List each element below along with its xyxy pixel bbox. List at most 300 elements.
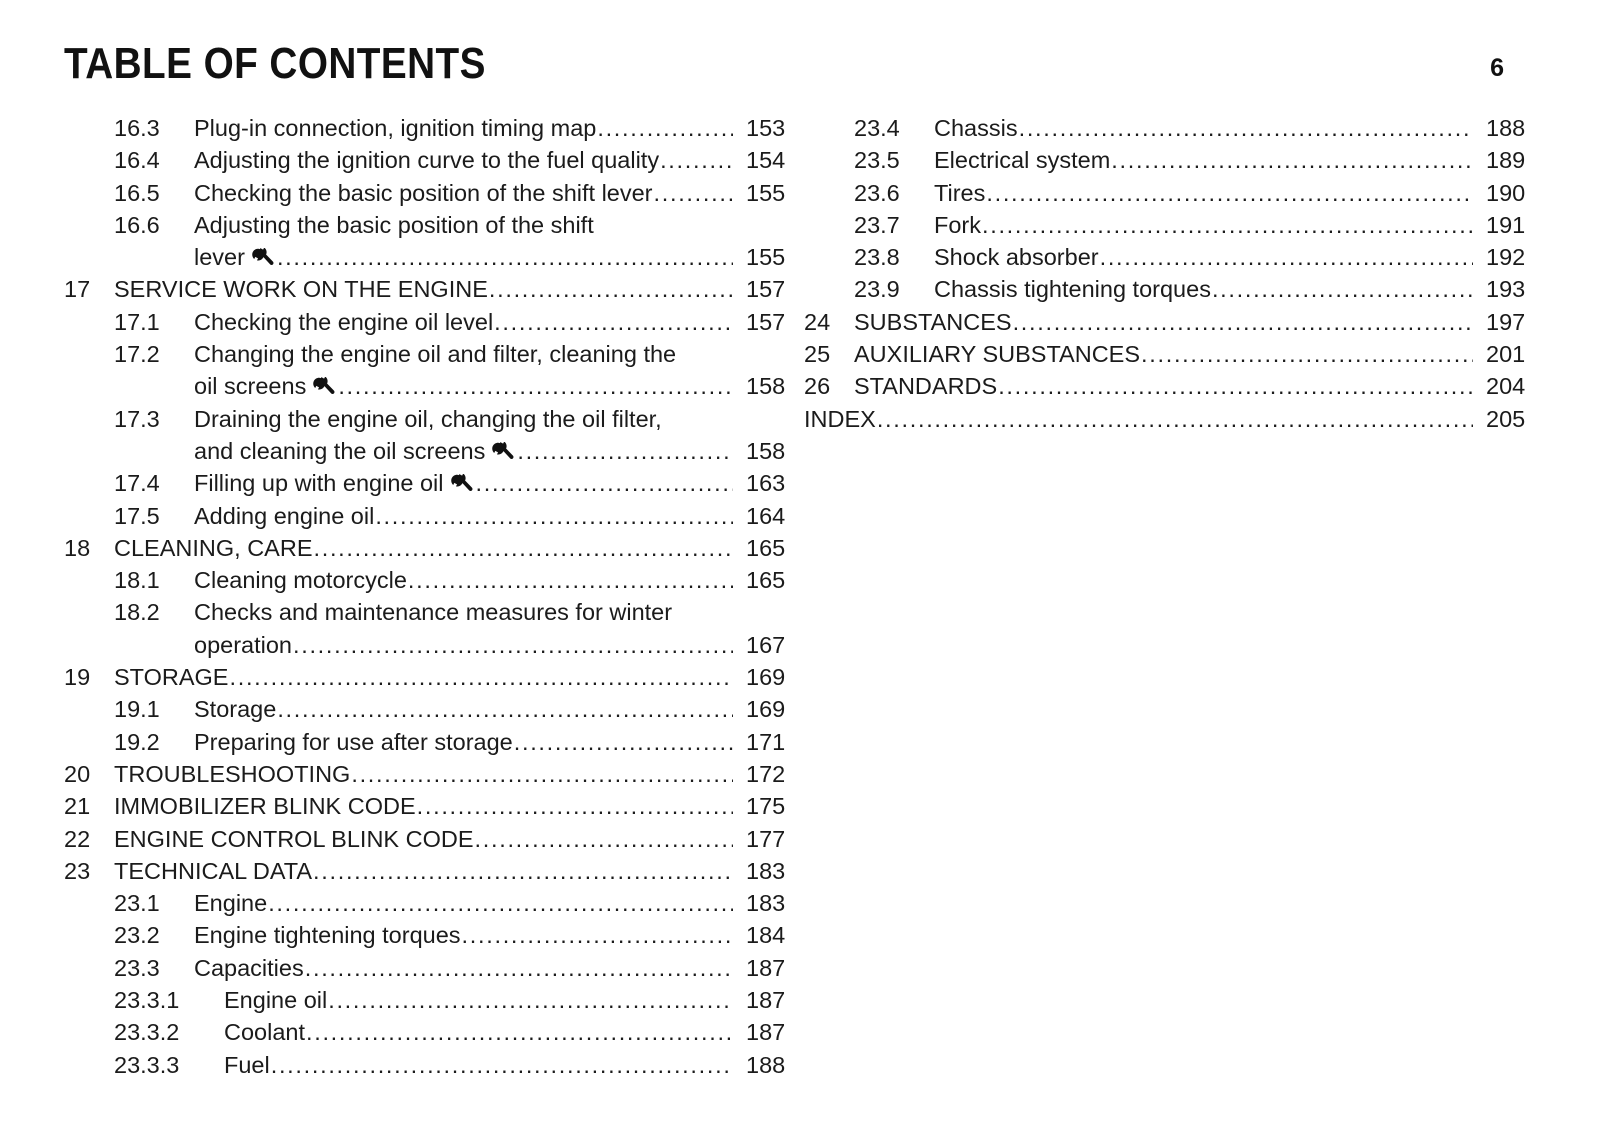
entry-title-wrap bbox=[114, 790, 804, 822]
entry-page-number: 187 bbox=[746, 1019, 786, 1046]
dot-leader bbox=[494, 306, 733, 338]
dot-leader bbox=[475, 823, 733, 855]
entry-title-line bbox=[194, 564, 804, 596]
entry-body bbox=[194, 887, 804, 919]
entry-title-line bbox=[194, 952, 804, 984]
entry-body bbox=[224, 1016, 804, 1048]
entry-number: 18.2 bbox=[114, 599, 160, 626]
toc-entry[interactable] bbox=[64, 1049, 804, 1081]
entry-body bbox=[114, 758, 804, 790]
entry-title-wrap bbox=[194, 693, 804, 725]
entry-title-line-continued bbox=[194, 241, 804, 273]
entry-page-number: 153 bbox=[746, 115, 786, 141]
entry-page-number: 188 bbox=[1486, 115, 1526, 141]
entry-title: STANDARDS bbox=[854, 373, 998, 400]
page-number: 6 bbox=[1490, 54, 1504, 82]
entry-title-wrap bbox=[194, 306, 804, 338]
entry-title-line bbox=[194, 467, 804, 499]
entry-number: 23.3.3 bbox=[114, 1051, 180, 1078]
entry-title: Fork bbox=[934, 211, 981, 238]
entry-page-number: 201 bbox=[1486, 341, 1526, 368]
entry-page-number: 167 bbox=[746, 631, 786, 658]
toc-entry[interactable] bbox=[64, 532, 804, 564]
entry-title-line bbox=[854, 370, 1544, 402]
dot-leader bbox=[417, 790, 733, 822]
entry-title: Fuel bbox=[224, 1051, 270, 1078]
entry-page-number: 189 bbox=[1486, 147, 1526, 174]
dot-leader bbox=[476, 467, 733, 499]
dot-leader bbox=[877, 403, 1473, 435]
entry-title-wrap bbox=[224, 1049, 804, 1081]
entry-title-line bbox=[934, 144, 1544, 176]
toc-entry[interactable] bbox=[64, 726, 804, 758]
toc-entry[interactable] bbox=[804, 144, 1544, 176]
entry-page-number: 197 bbox=[1486, 308, 1526, 335]
entry-title-continued: and cleaning the oil screens bbox=[194, 437, 486, 464]
entry-page-number: 190 bbox=[1486, 179, 1526, 206]
entry-number: 16.4 bbox=[114, 147, 160, 174]
entry-title: ENGINE CONTROL BLINK CODE bbox=[114, 825, 474, 852]
entry-body bbox=[114, 273, 804, 305]
entry-body bbox=[194, 467, 804, 499]
entry-number: 16.6 bbox=[114, 211, 160, 238]
entry-number: 23 bbox=[64, 857, 91, 884]
entry-title-wrap bbox=[224, 1016, 804, 1048]
entry-title: Adjusting the ignition curve to the fuel quality bbox=[194, 147, 660, 174]
entry-title: SERVICE WORK ON THE ENGINE bbox=[114, 276, 488, 303]
entry-title-wrap bbox=[934, 112, 1544, 144]
entry-number: 19.2 bbox=[114, 728, 160, 755]
toc-entry[interactable] bbox=[804, 338, 1544, 370]
entry-page-number: 175 bbox=[746, 793, 786, 820]
entry-number: 23.6 bbox=[854, 179, 900, 206]
entry-title-line bbox=[934, 241, 1544, 273]
entry-title-line bbox=[804, 403, 1544, 435]
dot-leader bbox=[489, 273, 733, 305]
entry-title-line bbox=[114, 661, 804, 693]
entry-number: 23.3.1 bbox=[114, 987, 180, 1014]
entry-body bbox=[194, 919, 804, 951]
dot-leader bbox=[277, 693, 733, 725]
entry-body bbox=[194, 209, 804, 274]
page-title: TABLE OF CONTENTS bbox=[64, 39, 486, 88]
entry-number: 17 bbox=[64, 276, 91, 303]
entry-title-wrap bbox=[934, 177, 1544, 209]
toc-entry[interactable] bbox=[64, 952, 804, 984]
entry-page-number: 183 bbox=[746, 890, 786, 917]
entry-number: 19.1 bbox=[114, 696, 160, 723]
toc-entry[interactable] bbox=[64, 1016, 804, 1048]
entry-page-number: 193 bbox=[1486, 276, 1526, 303]
entry-body bbox=[194, 338, 804, 403]
entry-body bbox=[194, 596, 804, 661]
wrench-icon bbox=[451, 474, 473, 493]
toc-entry[interactable] bbox=[64, 887, 804, 919]
toc-entry[interactable] bbox=[64, 500, 804, 532]
dot-leader bbox=[654, 177, 733, 209]
entry-title-wrap bbox=[224, 984, 804, 1016]
entry-title: Checking the engine oil level bbox=[194, 308, 494, 335]
entry-title: Adjusting the basic position of the shift bbox=[194, 211, 594, 238]
toc-entry[interactable] bbox=[64, 758, 804, 790]
entry-title: INDEX bbox=[804, 405, 876, 432]
entry-title-wrap bbox=[934, 241, 1544, 273]
entry-page-number: 163 bbox=[746, 470, 786, 497]
toc-entry[interactable] bbox=[64, 306, 804, 338]
entry-title: Preparing for use after storage bbox=[194, 728, 513, 755]
entry-page-number: 165 bbox=[746, 567, 786, 594]
dot-leader bbox=[462, 919, 733, 951]
toc-entry[interactable] bbox=[64, 693, 804, 725]
toc-entry[interactable] bbox=[804, 209, 1544, 241]
toc-entry[interactable] bbox=[804, 177, 1544, 209]
entry-title-line bbox=[114, 855, 804, 887]
entry-title: SUBSTANCES bbox=[854, 308, 1012, 335]
entry-title: TECHNICAL DATA bbox=[114, 857, 313, 884]
entry-number: 23.1 bbox=[114, 890, 160, 917]
entry-title-continued: operation bbox=[194, 631, 292, 658]
entry-title-line bbox=[934, 273, 1544, 305]
entry-title-line bbox=[194, 338, 804, 370]
dot-leader bbox=[517, 435, 733, 467]
entry-title-wrap bbox=[114, 855, 804, 887]
entry-title-line bbox=[114, 532, 804, 564]
entry-title-wrap bbox=[934, 209, 1544, 241]
entry-title-line-continued bbox=[194, 629, 804, 661]
entry-title-wrap bbox=[194, 500, 804, 532]
dot-leader bbox=[313, 855, 733, 887]
entry-number: 23.3.2 bbox=[114, 1019, 180, 1046]
entry-body bbox=[194, 564, 804, 596]
entry-title-line bbox=[194, 403, 804, 435]
entry-number: 16.5 bbox=[114, 179, 160, 206]
entry-page-number: 154 bbox=[746, 147, 786, 174]
toc-column-right bbox=[804, 112, 1544, 435]
entry-page-number: 158 bbox=[746, 373, 786, 400]
entry-title-wrap bbox=[114, 661, 804, 693]
entry-title-wrap bbox=[804, 403, 1544, 435]
entry-title: Changing the engine oil and filter, cleaning the bbox=[194, 341, 677, 368]
entry-title-wrap bbox=[194, 952, 804, 984]
entry-title-line bbox=[224, 984, 804, 1016]
dot-leader bbox=[1212, 273, 1473, 305]
entry-body bbox=[114, 661, 804, 693]
entry-title-wrap bbox=[114, 532, 804, 564]
dot-leader bbox=[293, 629, 733, 661]
entry-title-line bbox=[114, 790, 804, 822]
toc-entry[interactable] bbox=[64, 273, 804, 305]
toc-entry[interactable] bbox=[804, 370, 1544, 402]
entry-title: Engine oil bbox=[224, 987, 328, 1014]
dot-leader bbox=[271, 1049, 733, 1081]
entry-title-line bbox=[854, 306, 1544, 338]
entry-title-line bbox=[114, 758, 804, 790]
entry-body bbox=[854, 338, 1544, 370]
entry-body bbox=[854, 306, 1544, 338]
entry-page-number: 188 bbox=[746, 1051, 786, 1078]
entry-title: Coolant bbox=[224, 1019, 305, 1046]
toc-entry[interactable] bbox=[804, 403, 1544, 435]
entry-number: 21 bbox=[64, 793, 91, 820]
toc-entry[interactable] bbox=[64, 661, 804, 693]
toc-entry[interactable] bbox=[64, 177, 804, 209]
entry-number: 17.4 bbox=[114, 470, 160, 497]
dot-leader bbox=[229, 661, 733, 693]
entry-title-line bbox=[114, 823, 804, 855]
toc-column-left bbox=[64, 112, 804, 1081]
entry-body bbox=[114, 532, 804, 564]
dot-leader bbox=[305, 952, 733, 984]
entry-number: 23.4 bbox=[854, 115, 900, 141]
dot-leader bbox=[408, 564, 733, 596]
entry-page-number: 177 bbox=[746, 825, 786, 852]
entry-body bbox=[934, 144, 1544, 176]
entry-body bbox=[194, 952, 804, 984]
entry-title: CLEANING, CARE bbox=[114, 534, 313, 561]
dot-leader bbox=[277, 241, 733, 273]
toc-entry[interactable] bbox=[64, 112, 804, 144]
entry-title: AUXILIARY SUBSTANCES bbox=[854, 341, 1141, 368]
entry-title: Cleaning motorcycle bbox=[194, 567, 407, 594]
dot-leader bbox=[986, 177, 1473, 209]
entry-page-number: 171 bbox=[746, 728, 786, 755]
entry-title: Chassis bbox=[934, 115, 1018, 141]
dot-leader bbox=[514, 726, 733, 758]
toc-entry[interactable] bbox=[804, 306, 1544, 338]
toc-entry[interactable] bbox=[64, 984, 804, 1016]
dot-leader bbox=[1019, 112, 1473, 144]
entry-number: 16.3 bbox=[114, 115, 160, 141]
entry-title-line bbox=[114, 273, 804, 305]
entry-number: 23.5 bbox=[854, 147, 900, 174]
entry-title: Tires bbox=[934, 179, 986, 206]
entry-number: 23.3 bbox=[114, 954, 160, 981]
entry-page-number: 155 bbox=[746, 179, 786, 206]
entry-title-wrap bbox=[194, 177, 804, 209]
dot-leader bbox=[660, 144, 733, 176]
toc-entry[interactable] bbox=[804, 273, 1544, 305]
dot-leader bbox=[268, 887, 733, 919]
entry-page-number: 183 bbox=[746, 857, 786, 884]
entry-title-wrap bbox=[114, 273, 804, 305]
entry-title: TROUBLESHOOTING bbox=[114, 760, 351, 787]
entry-page-number: 158 bbox=[746, 437, 786, 464]
toc-entry[interactable] bbox=[64, 823, 804, 855]
toc-entry[interactable] bbox=[64, 144, 804, 176]
entry-number: 19 bbox=[64, 664, 91, 691]
entry-number: 17.3 bbox=[114, 405, 160, 432]
entry-number: 24 bbox=[804, 308, 831, 335]
dot-leader bbox=[1141, 338, 1473, 370]
entry-title-line bbox=[854, 338, 1544, 370]
entry-body bbox=[194, 500, 804, 532]
entry-title-wrap bbox=[194, 596, 804, 661]
entry-page-number: 172 bbox=[746, 760, 786, 787]
toc-entry[interactable] bbox=[64, 564, 804, 596]
entry-body bbox=[934, 241, 1544, 273]
entry-title-continued: oil screens bbox=[194, 373, 307, 400]
entry-number: 17.2 bbox=[114, 341, 160, 368]
entry-number: 18.1 bbox=[114, 567, 160, 594]
entry-number: 26 bbox=[804, 373, 831, 400]
entry-title-wrap bbox=[194, 726, 804, 758]
entry-title-wrap bbox=[194, 112, 804, 144]
entry-title-line bbox=[194, 693, 804, 725]
entry-page-number: 157 bbox=[746, 308, 786, 335]
entry-body bbox=[114, 823, 804, 855]
dot-leader bbox=[998, 370, 1473, 402]
entry-title-wrap bbox=[194, 209, 804, 274]
page-header bbox=[0, 36, 1600, 100]
entry-body bbox=[194, 726, 804, 758]
toc-entry[interactable] bbox=[64, 790, 804, 822]
entry-title: Adding engine oil bbox=[194, 502, 375, 529]
entry-page-number: 169 bbox=[746, 664, 786, 691]
entry-title: Shock absorber bbox=[934, 244, 1099, 271]
toc-entry[interactable] bbox=[64, 855, 804, 887]
entry-title-continued: lever bbox=[194, 244, 245, 271]
entry-number: 22 bbox=[64, 825, 91, 852]
entry-number: 23.7 bbox=[854, 211, 900, 238]
entry-title-line bbox=[224, 1049, 804, 1081]
toc-entry[interactable] bbox=[64, 596, 804, 661]
dot-leader bbox=[314, 532, 734, 564]
entry-page-number: 205 bbox=[1486, 405, 1526, 432]
entry-title-line bbox=[194, 144, 804, 176]
entry-page-number: 187 bbox=[746, 987, 786, 1014]
entry-title-wrap bbox=[194, 919, 804, 951]
entry-title-wrap bbox=[194, 144, 804, 176]
entry-title: Storage bbox=[194, 696, 277, 723]
entry-body bbox=[194, 177, 804, 209]
entry-page-number: 164 bbox=[746, 502, 786, 529]
entry-title-line bbox=[194, 887, 804, 919]
entry-title-line bbox=[194, 726, 804, 758]
entry-page-number: 192 bbox=[1486, 244, 1526, 271]
entry-title-line bbox=[194, 500, 804, 532]
entry-page-number: 165 bbox=[746, 534, 786, 561]
entry-body bbox=[194, 306, 804, 338]
entry-title-wrap bbox=[194, 403, 804, 468]
toc-entry[interactable] bbox=[64, 467, 804, 499]
entry-title-wrap bbox=[854, 338, 1544, 370]
entry-body bbox=[194, 403, 804, 468]
entry-body bbox=[934, 209, 1544, 241]
entry-page-number: 184 bbox=[746, 922, 786, 949]
entry-title: Plug-in connection, ignition timing map bbox=[194, 115, 597, 141]
wrench-icon bbox=[252, 248, 274, 267]
entry-body bbox=[934, 273, 1544, 305]
dot-leader bbox=[1111, 144, 1473, 176]
dot-leader bbox=[338, 370, 733, 402]
entry-title-line bbox=[194, 177, 804, 209]
entry-title-line bbox=[194, 596, 804, 628]
wrench-icon bbox=[492, 442, 514, 461]
entry-title: Filling up with engine oil bbox=[194, 470, 444, 497]
entry-body bbox=[224, 1049, 804, 1081]
entry-title-line bbox=[224, 1016, 804, 1048]
entry-title: Electrical system bbox=[934, 147, 1111, 174]
dot-leader bbox=[351, 758, 733, 790]
toc-body bbox=[0, 112, 1600, 1081]
wrench-icon bbox=[313, 377, 335, 396]
entry-title-line-continued bbox=[194, 370, 804, 402]
dot-leader bbox=[306, 1016, 733, 1048]
entry-page-number: 187 bbox=[746, 954, 786, 981]
toc-entry[interactable] bbox=[64, 209, 804, 274]
entry-body bbox=[194, 144, 804, 176]
entry-page-number: 204 bbox=[1486, 373, 1526, 400]
entry-number: 17.5 bbox=[114, 502, 160, 529]
entry-title-wrap bbox=[934, 144, 1544, 176]
entry-title: Engine bbox=[194, 890, 268, 917]
entry-title: STORAGE bbox=[114, 664, 229, 691]
entry-body bbox=[934, 177, 1544, 209]
entry-number: 23.2 bbox=[114, 922, 160, 949]
entry-title: Engine tightening torques bbox=[194, 922, 461, 949]
entry-page-number: 191 bbox=[1486, 211, 1526, 238]
entry-title-wrap bbox=[194, 564, 804, 596]
entry-title-line bbox=[934, 177, 1544, 209]
entry-page-number: 157 bbox=[746, 276, 786, 303]
entry-title-wrap bbox=[934, 273, 1544, 305]
entry-title-line bbox=[194, 919, 804, 951]
entry-number: 25 bbox=[804, 341, 831, 368]
dot-leader bbox=[1013, 306, 1473, 338]
entry-body bbox=[934, 112, 1544, 144]
entry-title-wrap bbox=[194, 887, 804, 919]
toc-entry[interactable] bbox=[64, 919, 804, 951]
entry-title-wrap bbox=[854, 370, 1544, 402]
entry-title-line-continued bbox=[194, 435, 804, 467]
dot-leader bbox=[982, 209, 1473, 241]
entry-title-wrap bbox=[194, 338, 804, 403]
toc-entry[interactable] bbox=[804, 112, 1544, 144]
entry-body bbox=[114, 790, 804, 822]
entry-body bbox=[804, 403, 1544, 435]
entry-title: Chassis tightening torques bbox=[934, 276, 1211, 303]
entry-number: 18 bbox=[64, 534, 91, 561]
entry-page-number: 169 bbox=[746, 696, 786, 723]
entry-number: 17.1 bbox=[114, 308, 160, 335]
entry-number: 23.9 bbox=[854, 276, 900, 303]
toc-entry[interactable] bbox=[64, 403, 804, 468]
dot-leader bbox=[375, 500, 733, 532]
entry-title: Capacities bbox=[194, 954, 304, 981]
toc-entry[interactable] bbox=[64, 338, 804, 403]
entry-title-line bbox=[194, 306, 804, 338]
entry-body bbox=[194, 112, 804, 144]
entry-number: 23.8 bbox=[854, 244, 900, 271]
entry-number: 20 bbox=[64, 760, 91, 787]
entry-title: Checks and maintenance measures for winter bbox=[194, 599, 673, 626]
entry-title: Checking the basic position of the shift lever bbox=[194, 179, 653, 206]
entry-title-line bbox=[934, 209, 1544, 241]
entry-title-wrap bbox=[114, 758, 804, 790]
entry-title-wrap bbox=[854, 306, 1544, 338]
entry-page-number: 155 bbox=[746, 244, 786, 271]
dot-leader bbox=[328, 984, 733, 1016]
entry-title-wrap bbox=[194, 467, 804, 499]
entry-title-wrap bbox=[114, 823, 804, 855]
entry-title-line bbox=[194, 112, 804, 144]
entry-title-line bbox=[934, 112, 1544, 144]
entry-title-line bbox=[194, 209, 804, 241]
entry-body bbox=[194, 693, 804, 725]
toc-entry[interactable] bbox=[804, 241, 1544, 273]
entry-body bbox=[224, 984, 804, 1016]
entry-title: IMMOBILIZER BLINK CODE bbox=[114, 793, 416, 820]
